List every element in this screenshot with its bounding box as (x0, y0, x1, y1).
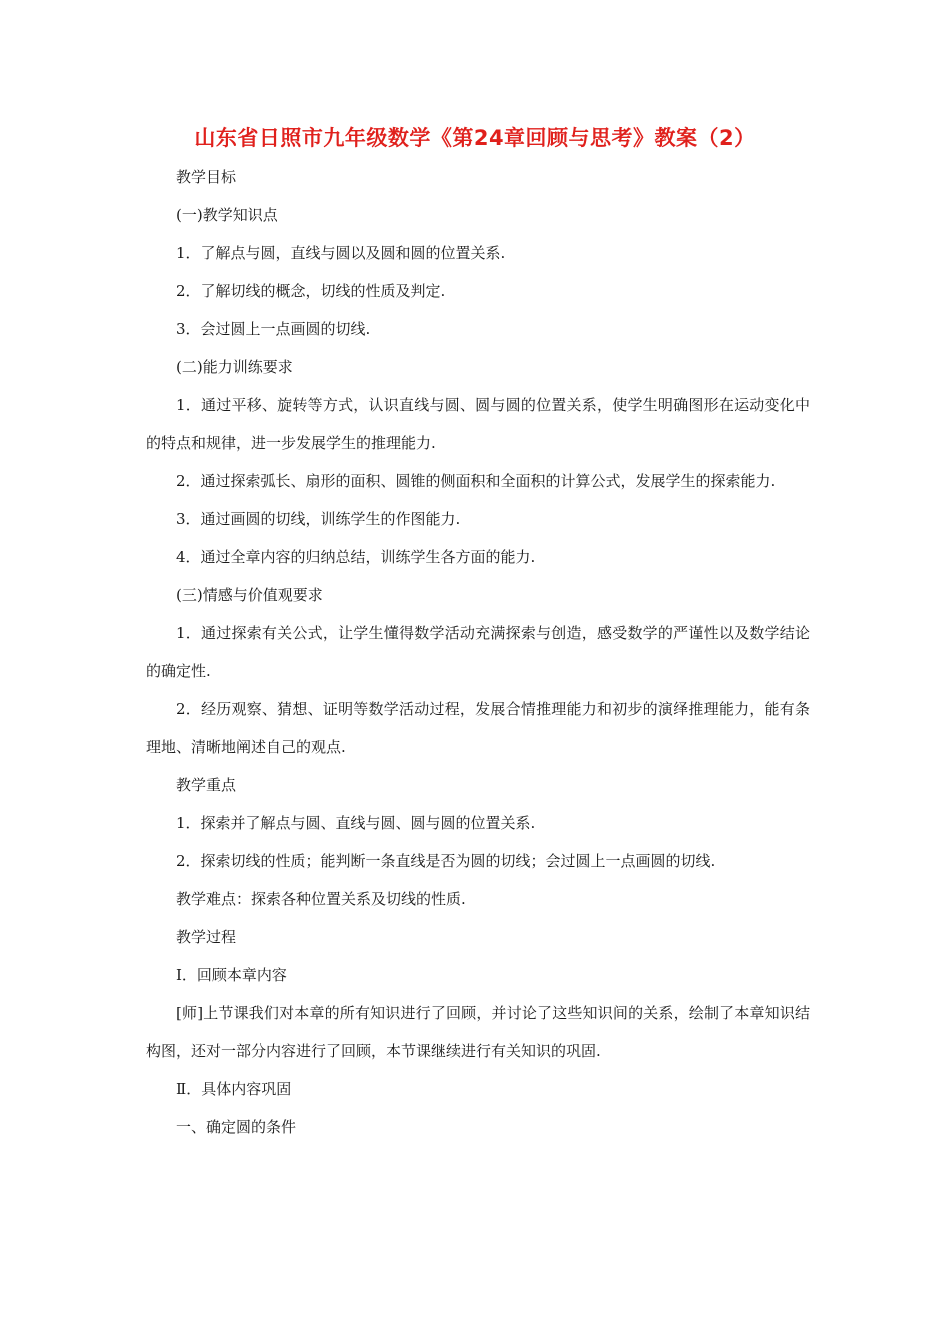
list-item: 2．探索切线的性质；能判断一条直线是否为圆的切线；会过圆上一点画圆的切线. (176, 852, 716, 870)
list-item: 1．探索并了解点与圆、直线与圆、圆与圆的位置关系. (176, 814, 536, 832)
subsection-heading-ability: (二)能力训练要求 (176, 358, 293, 376)
subsection-heading-values: (三)情感与价值观要求 (176, 586, 323, 604)
section-heading-objectives: 教学目标 (176, 168, 237, 186)
list-item: 4．通过全章内容的归纳总结，训练学生各方面的能力. (176, 548, 536, 566)
list-item: 2．通过探索弧长、扇形的面积、圆锥的侧面积和全面积的计算公式，发展学生的探索能力. (176, 472, 776, 490)
list-item: 1．通过平移、旋转等方式，认识直线与圆、圆与圆的位置关系，使学生明确图形在运动变化中的特点和规律，进一步发展学生的推理能力. (146, 396, 810, 452)
list-item: 2．了解切线的概念，切线的性质及判定. (176, 282, 446, 300)
step-heading: Ⅰ．回顾本章内容 (176, 966, 287, 984)
step-heading: Ⅱ．具体内容巩固 (176, 1080, 292, 1098)
difficulty-line: 教学难点：探索各种位置关系及切线的性质. (176, 890, 466, 908)
topic-heading: 一、确定圆的条件 (176, 1118, 297, 1136)
section-heading-key-points: 教学重点 (176, 776, 237, 794)
list-item: 1．通过探索有关公式，让学生懂得数学活动充满探索与创造，感受数学的严谨性以及数学结论的确定性. (146, 624, 810, 680)
document-body (146, 158, 810, 1146)
list-item: 3．会过圆上一点画圆的切线. (176, 320, 371, 338)
document-title: 山东省日照市九年级数学《第24章回顾与思考》教案（2） (194, 126, 756, 150)
section-heading-process: 教学过程 (176, 928, 237, 946)
list-item: 1．了解点与圆，直线与圆以及圆和圆的位置关系. (176, 244, 506, 262)
list-item: 2．经历观察、猜想、证明等数学活动过程，发展合情推理能力和初步的演绎推理能力，能有条理地、清晰地阐述自己的观点. (146, 700, 810, 756)
subsection-heading-knowledge: (一)教学知识点 (176, 206, 278, 224)
list-item: 3．通过画圆的切线，训练学生的作图能力. (176, 510, 461, 528)
teacher-remark: [师]上节课我们对本章的所有知识进行了回顾，并讨论了这些知识间的关系，绘制了本章知识结构图，还对一部分内容进行了回顾，本节课继续进行有关知识的巩固. (146, 1004, 810, 1060)
